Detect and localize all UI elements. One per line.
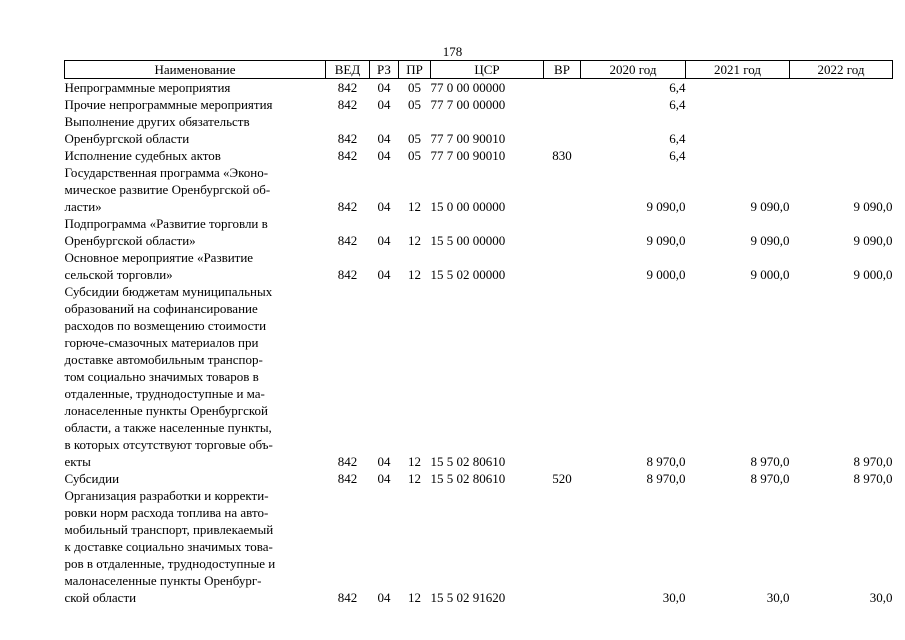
- cell-ved: 842: [337, 267, 358, 282]
- cell-rz: 04: [377, 267, 391, 282]
- cell-csr: 15 0 00 00000: [430, 199, 506, 214]
- cell-vr: [544, 113, 581, 147]
- cell-rz: 04: [377, 199, 391, 214]
- cell-2021: 8 970,0: [750, 454, 790, 469]
- cell-name: [65, 249, 326, 283]
- cell-vr: [544, 487, 581, 606]
- cell-pr: 12: [408, 590, 421, 605]
- name-line: Субсидии: [64, 471, 120, 486]
- cell-2021: 8 970,0: [750, 471, 790, 486]
- cell-vr: [544, 164, 581, 215]
- cell-pr: 12: [408, 199, 421, 214]
- cell-name: [65, 96, 326, 113]
- name-line: ровки норм расхода топлива на авто-: [64, 505, 269, 520]
- name-line: Прочие непрограммные мероприятия: [64, 97, 273, 112]
- cell-vr: [544, 215, 581, 249]
- name-line: лонаселенные пункты Оренбургской: [64, 403, 269, 418]
- name-line: Подпрограмма «Развитие торговли в: [64, 216, 268, 231]
- name-line: Организация разработки и корректи-: [64, 488, 269, 503]
- cell-vr: 520: [552, 471, 572, 486]
- table-row: [65, 487, 893, 606]
- cell-2021: 30,0: [766, 590, 790, 605]
- cell-rz: 04: [377, 471, 391, 486]
- cell-vr: [544, 249, 581, 283]
- cell-rz: 04: [377, 148, 391, 163]
- cell-pr: 05: [408, 80, 421, 95]
- table-row: [65, 79, 893, 97]
- cell-rz: 04: [377, 131, 391, 146]
- name-line: Исполнение судебных актов: [64, 148, 221, 163]
- name-line: Государственная программа «Эконо-: [64, 165, 269, 180]
- cell-csr: 77 7 00 90010: [430, 131, 506, 146]
- cell-vr: [544, 96, 581, 113]
- budget-table: [64, 60, 893, 606]
- cell-2020: 6,4: [669, 97, 686, 112]
- cell-2020: 6,4: [669, 80, 686, 95]
- table-row: [65, 96, 893, 113]
- cell-name: [65, 147, 326, 164]
- cell-csr: 15 5 02 80610: [430, 454, 506, 469]
- name-line: области, а также населенные пункты,: [64, 420, 272, 435]
- cell-rz: 04: [377, 97, 391, 112]
- name-line: ров в отдаленные, труднодоступные и: [64, 556, 276, 571]
- header-ved: ВЕД: [326, 61, 370, 79]
- cell-vr: 830: [552, 148, 572, 163]
- name-line: доставке автомобильным транспор-: [64, 352, 263, 367]
- name-line: горюче-смазочных материалов при: [64, 335, 259, 350]
- name-line: ласти»: [64, 199, 102, 214]
- cell-ved: 842: [337, 590, 358, 605]
- cell-2022: [790, 113, 893, 147]
- header-csr: ЦСР: [431, 61, 544, 79]
- header-2022: 2022 год: [790, 61, 893, 79]
- name-line: Субсидии бюджетам муниципальных: [64, 284, 273, 299]
- cell-2021: 9 090,0: [750, 199, 790, 214]
- name-line: сельской торговли»: [64, 267, 173, 282]
- cell-name: [65, 487, 326, 606]
- cell-pr: 05: [408, 97, 421, 112]
- cell-2020: 9 000,0: [646, 267, 686, 282]
- cell-2021: [686, 113, 790, 147]
- cell-name: [65, 79, 326, 97]
- cell-ved: 842: [337, 471, 358, 486]
- cell-pr: 05: [408, 148, 421, 163]
- cell-csr: 15 5 02 80610: [430, 471, 506, 486]
- header-name: Наименование: [65, 61, 326, 79]
- cell-csr: 77 0 00 00000: [430, 80, 506, 95]
- table-row: [65, 147, 893, 164]
- name-line: отдаленные, труднодоступные и ма-: [64, 386, 265, 401]
- header-rz: РЗ: [370, 61, 399, 79]
- cell-2020: 9 090,0: [646, 233, 686, 248]
- cell-pr: 12: [408, 454, 421, 469]
- cell-name: [65, 470, 326, 487]
- cell-2022: [790, 79, 893, 97]
- cell-2020: 9 090,0: [646, 199, 686, 214]
- cell-2021: [686, 96, 790, 113]
- cell-2021: [686, 79, 790, 97]
- table-body: [65, 79, 893, 607]
- cell-2021: 9 000,0: [750, 267, 790, 282]
- cell-2020: 6,4: [669, 131, 686, 146]
- cell-2020: 30,0: [662, 590, 686, 605]
- cell-pr: 12: [408, 267, 421, 282]
- cell-2020: 8 970,0: [646, 471, 686, 486]
- cell-csr: 77 7 00 00000: [430, 97, 506, 112]
- cell-ved: 842: [337, 199, 358, 214]
- cell-rz: 04: [377, 590, 391, 605]
- cell-ved: 842: [337, 97, 358, 112]
- name-line: Основное мероприятие «Развитие: [64, 250, 254, 265]
- page-number: 178: [442, 44, 463, 59]
- cell-ved: 842: [337, 80, 358, 95]
- cell-rz: 04: [377, 80, 391, 95]
- header-2020: 2020 год: [581, 61, 686, 79]
- cell-name: [65, 283, 326, 470]
- name-line: Выполнение других обязательств: [64, 114, 250, 129]
- cell-name: [65, 164, 326, 215]
- name-line: Непрограммные мероприятия: [64, 80, 231, 95]
- table-row: [65, 113, 893, 147]
- cell-2022: 8 970,0: [853, 454, 893, 469]
- cell-2022: 9 090,0: [853, 199, 893, 214]
- name-line: Оренбургской области: [64, 131, 190, 146]
- cell-csr: 15 5 02 00000: [430, 267, 506, 282]
- cell-ved: 842: [337, 148, 358, 163]
- header-vr: ВР: [544, 61, 581, 79]
- cell-csr: 77 7 00 90010: [430, 148, 506, 163]
- name-line: малонаселенные пункты Оренбург-: [64, 573, 262, 588]
- name-line: екты: [64, 454, 91, 469]
- cell-2021: [686, 147, 790, 164]
- cell-ved: 842: [337, 233, 358, 248]
- name-line: к доставке социально значимых това-: [64, 539, 273, 554]
- cell-csr: 15 5 00 00000: [430, 233, 506, 248]
- table-row: [65, 249, 893, 283]
- cell-2020: 8 970,0: [646, 454, 686, 469]
- cell-ved: 842: [337, 454, 358, 469]
- name-line: образований на софинансирование: [64, 301, 258, 316]
- cell-csr: 15 5 02 91620: [430, 590, 506, 605]
- name-line: том социально значимых товаров в: [64, 369, 259, 384]
- header-pr: ПР: [399, 61, 431, 79]
- header-2021: 2021 год: [686, 61, 790, 79]
- cell-ved: 842: [337, 131, 358, 146]
- cell-2022: [790, 147, 893, 164]
- name-line: мическое развитие Оренбургской об-: [64, 182, 271, 197]
- cell-name: [65, 215, 326, 249]
- cell-name: [65, 113, 326, 147]
- name-line: расходов по возмещению стоимости: [64, 318, 267, 333]
- cell-rz: 04: [377, 233, 391, 248]
- cell-pr: 05: [408, 131, 421, 146]
- cell-2021: 9 090,0: [750, 233, 790, 248]
- header-row: [65, 61, 893, 79]
- cell-2022: [790, 96, 893, 113]
- cell-rz: 04: [377, 454, 391, 469]
- cell-vr: [544, 283, 581, 470]
- table-row: [65, 470, 893, 487]
- cell-2022: 9 090,0: [853, 233, 893, 248]
- name-line: Оренбургской области»: [64, 233, 196, 248]
- cell-2022: 8 970,0: [853, 471, 893, 486]
- table-row: [65, 283, 893, 470]
- name-line: мобильный транспорт, привлекаемый: [64, 522, 274, 537]
- cell-vr: [544, 79, 581, 97]
- table-row: [65, 215, 893, 249]
- cell-pr: 12: [408, 471, 421, 486]
- cell-pr: 12: [408, 233, 421, 248]
- name-line: в которых отсутствуют торговые объ-: [64, 437, 273, 452]
- cell-2022: 9 000,0: [853, 267, 893, 282]
- cell-2020: 6,4: [669, 148, 686, 163]
- table-row: [65, 164, 893, 215]
- name-line: ской области: [64, 590, 137, 605]
- cell-2022: 30,0: [869, 590, 893, 605]
